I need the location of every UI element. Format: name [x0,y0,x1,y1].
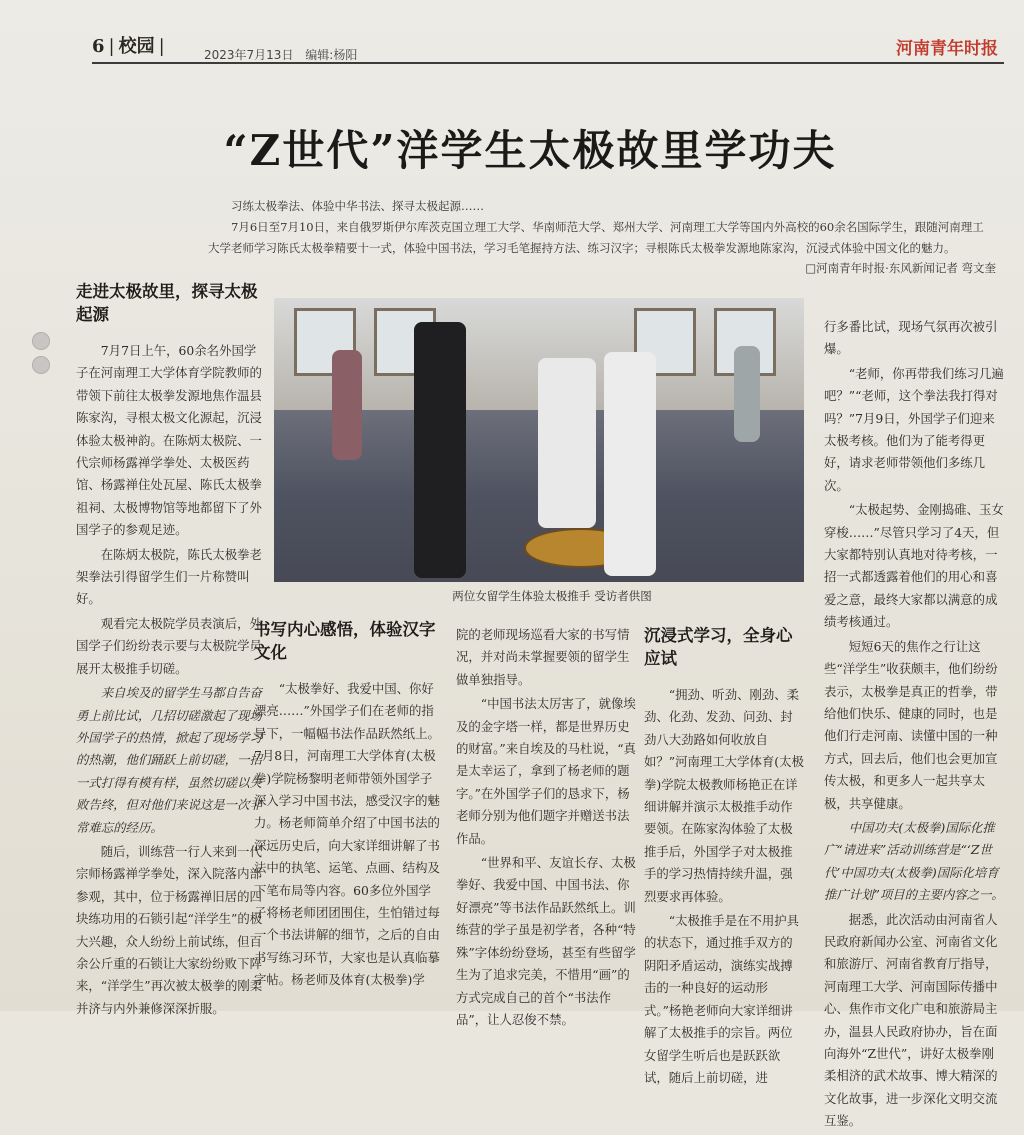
paragraph: “中国书法太厉害了，就像埃及的金字塔一样，都是世界历史的财富。”来自埃及的马杜说，“真是太幸运了，拿到了杨老师的题字。”在外国学子们的恳求下，杨老师分别为他们题字并赠送书法作品。 [456,696,636,846]
paragraph: 在陈炳太极院，陈氏太极拳老架拳法引得留学生们一片称赞叫好。 [76,546,262,607]
caption-credit: 受访者供图 [594,589,652,603]
paragraph: “太极拳好、我爱中国、你好漂亮……”外国学子们在老师的指导下，一幅幅书法作品跃然纸上。7月8日，河南理工大学体育(太极拳)学院杨黎明老师带领外国学子深入学习中国书法，感受汉字的魅力。杨老师简单介绍了中国书法的深远历史后，向大家详细讲解了书法中的执笔、运笔、点画、结构及下笔布局等内容。60多位外国学子将杨老师团团围住，生怕错过每一个书法讲解的细节，之后的自由书写练习环节，大家也是认真临摹字帖。杨老师及体育(太极拳)学 [254,681,440,988]
paragraph: 中国功夫(太极拳)国际化推广“请进来”活动训练营是“‘Z世代’中国功夫(太极拳)国际化培育推广计划”项目的主要内容之一。 [824,819,1004,903]
section-name: 校园 [118,36,155,57]
paragraph: 来自埃及的留学生马都自告奋勇上前比试，几招切磋激起了现场外国学子的热情，掀起了现场学习的热潮，他们踊跃上前切磋，一招一式打得有模有样，虽然切磋以失败告终，但对他们来说这是一次非常难忘的经历。 [76,685,262,835]
paragraph: “拥劲、听劲、刚劲、柔劲、化劲、发劲、问劲、封劲八大劲路如何收放自如？”河南理工大学体育(太极拳)学院太极教师杨艳正在详细讲解并演示太极推手动作要领。在陈家沟体验了太极推手后，外国学子对太极推手的学习热情持续升温，强烈要求再体验。 [644,687,804,904]
paragraph: “太极起势、金刚捣碓、玉女穿梭……”尽管只学习了4天，但大家都特别认真地对待考核，一招一式都透露着他们的用心和喜爱之意，最终大家都以满意的成绩考核通过。 [824,502,1004,630]
photo-student [332,350,362,460]
photo-student [538,358,596,528]
headline: “Z世代”洋学生太极故里学功夫 [223,126,837,175]
photo-caption [430,588,670,604]
paragraph: “老师，你再带我们练习几遍吧？”“老师，这个拳法我打得对吗？”7月9日，外国学子们迎来太极考核。他们为了能考得更好，请求老师带领他们多练几次。 [824,365,1004,493]
paper-name: 河南青年时报 [896,39,998,59]
header-meta [204,46,357,63]
column-5 [824,316,1004,1135]
paragraph: 7月7日上午，60余名外国学子在河南理工大学体育学院教师的带领下前往太极拳发源地焦作温县陈家沟，寻根太极文化源起，沉浸体验太极神韵。在陈炳太极院、一代宗师杨露禅学拳处、太极医药馆、杨露禅住处瓦屋、陈氏太极拳祖祠、太极博物馆等地都留下了外国学子的参观足迹。 [76,343,262,538]
photo-instructor [414,322,466,578]
column-1 [76,280,266,1022]
caption-text: 两位女留学生体验太极推手 [452,589,591,603]
lead-line-1: 习练太极拳法、体验中华书法、探寻太极起源…… [231,199,484,213]
paragraph: 据悉，此次活动由河南省人民政府新闻办公室、河南省文化和旅游厅、河南省教育厅指导，河南理工大学、河南国际传播中心、焦作市文化广电和旅游局主办，温县人民政府协办，旨在面向海外“Z世代”，讲好太极拳刚柔相济的武术故事、博大精深的文化故事，进一步深化文明交流互鉴。 [824,911,998,1129]
byline: □河南青年时报·东风新闻记者 弯文奎 [805,261,996,275]
column-2 [254,618,442,994]
photo-student [734,346,760,442]
news-photo [274,298,804,582]
editor-credit: 编辑:杨阳 [305,48,358,62]
section-title-1: 走进太极故里，探寻太极起源 [76,282,258,324]
paragraph: 短短6天的焦作之行让这些“洋学生”收获颇丰，他们纷纷表示，太极拳是真正的哲拳，带给他们快乐、健康的同时，也是他们行走河南、读懂中国的一种方式，回去后，他们也会更加宣传太极，和更多人一起共享太极，共享健康。 [824,638,998,811]
lead-paragraph [208,196,992,259]
paragraph: 行多番比试，现场气氛再次被引爆。 [824,319,998,357]
page-section-label: 6 | 校园 | [92,36,165,57]
binder-holes [32,332,50,380]
lead-line-2: 7月6日至7月10日，来自俄罗斯伊尔库茨克国立理工大学、华南师范大学、郑州大学、河南理工大学等国内外高校的60余名国际学生，跟随河南理工大学老师学习陈氏太极拳精要十一式，体验中国书法，学习毛笔握持方法、练习汉字；寻根陈氏太极拳发源地陈家沟，沉浸式体验中国文化的魅力。 [208,220,984,255]
paragraph: “世界和平、友谊长存、太极拳好、我爱中国、中国书法、你好漂亮”等书法作品跃然纸上。训练营的学子虽是初学者，各种“特殊”字体纷纷登场，甚至有些留学生为了追求完美，不惜用“画”的方式完成自己的首个“书法作品”，让人忍俊不禁。 [456,855,636,1027]
page-number: 6 [92,36,105,57]
section-title-2: 书写内心感悟，体验汉字文化 [254,620,436,662]
photo-student [604,352,656,576]
paragraph: “太极推手是在不用护具的状态下，通过推手双方的阴阳矛盾运动，演练实战搏击的一种良好的运动形式。”杨艳老师向大家详细讲解了太极推手的宗旨。两位女留学生听后也是跃跃欲试，随后上前切磋，进 [644,913,800,1085]
column-3 [456,624,638,1033]
column-4 [644,624,804,1091]
paragraph: 院的老师现场巡看大家的书写情况，并对尚未掌握要领的留学生做单独指导。 [456,627,630,687]
issue-date: 2023年7月13日 [204,48,294,62]
page-header [92,32,1004,64]
paragraph: 观看完太极院学员表演后，外国学子们纷纷表示要与太极院学员展开太极推手切磋。 [76,615,262,676]
section-title-4: 沉浸式学习，全身心应试 [644,626,793,668]
paragraph: 随后，训练营一行人来到一代宗师杨露禅学拳处，深入院落内部参观，其中，位于杨露禅旧居的四块练功用的石锁引起“洋学生”的极大兴趣，众人纷纷上前试练，但百余公斤重的石锁让大家纷纷败下阵来，“洋学生”再次被太极拳的刚柔并济与内外兼修深深折服。 [76,843,263,1016]
